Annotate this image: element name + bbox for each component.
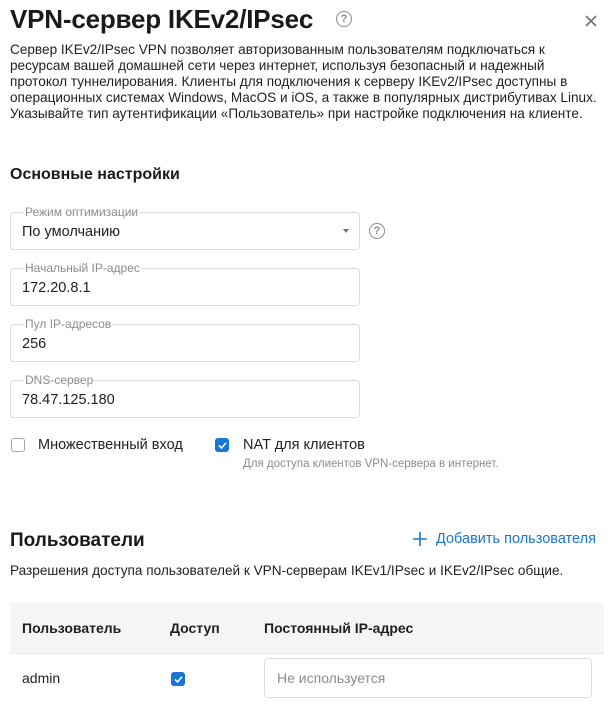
optimization-label: Режим оптимизации xyxy=(25,205,139,219)
column-header-static-ip: Постоянный IP-адрес xyxy=(264,620,414,636)
close-icon[interactable] xyxy=(582,12,600,30)
optimization-select[interactable] xyxy=(10,205,360,250)
ip-pool-label: Пул IP-адресов xyxy=(25,317,112,331)
plus-icon xyxy=(412,531,428,547)
multi-login-label: Множественный вход xyxy=(38,437,183,453)
access-checkbox[interactable] xyxy=(171,672,185,686)
description: Сервер IKEv2/IPsec VPN позволяет авторизованным пользователям подключаться к ресурсам вашей домашней сети через интернет, используя безопасный и надежный протокол туннелирования. Клиенты для подключения к серверу IKEv2/IPsec доступны в операционных системах Windows, MacOS и iOS, а также в популярных дистрибутивах Linux. Указывайте тип аутентификации «Пользователь» при настройке подключения на клиенте. xyxy=(10,42,597,121)
page-title: VPN-сервер IKEv2/IPsec xyxy=(10,4,314,34)
dns-server-field[interactable] xyxy=(10,373,360,418)
check-icon xyxy=(173,674,184,685)
user-name: admin xyxy=(22,670,61,686)
optimization-value: По умолчанию xyxy=(22,224,121,240)
dns-server-value: 78.47.125.180 xyxy=(22,392,115,408)
ip-pool-field[interactable] xyxy=(10,317,360,362)
start-ip-label: Начальный IP-адрес xyxy=(25,261,140,275)
start-ip-value: 172.20.8.1 xyxy=(22,280,91,296)
question-circle-icon[interactable]: ? xyxy=(336,11,352,27)
check-icon xyxy=(217,440,228,451)
column-header-user: Пользователь xyxy=(22,620,122,636)
chevron-down-icon xyxy=(343,229,349,233)
users-table-header xyxy=(10,603,604,653)
column-header-access: Доступ xyxy=(170,620,220,636)
add-user-label: Добавить пользователя xyxy=(436,531,596,547)
start-ip-field[interactable] xyxy=(10,261,360,306)
multi-login-checkbox[interactable] xyxy=(11,438,25,452)
users-title: Пользователи xyxy=(10,530,145,551)
section-title-basic: Основные настройки xyxy=(10,166,180,183)
nat-checkbox[interactable] xyxy=(215,438,229,452)
nat-hint: Для доступа клиентов VPN-сервера в интернет. xyxy=(243,458,499,470)
nat-label: NAT для клиентов xyxy=(243,437,365,453)
add-user-button[interactable] xyxy=(412,531,596,547)
dns-server-label: DNS-сервер xyxy=(25,373,94,387)
question-circle-icon[interactable]: ? xyxy=(369,223,385,239)
divider xyxy=(10,653,604,654)
static-ip-input[interactable] xyxy=(264,658,592,698)
users-note: Разрешения доступа пользователей к VPN-серверам IKEv1/IPsec и IKEv2/IPsec общие. xyxy=(10,563,564,578)
ip-pool-value: 256 xyxy=(22,336,47,352)
